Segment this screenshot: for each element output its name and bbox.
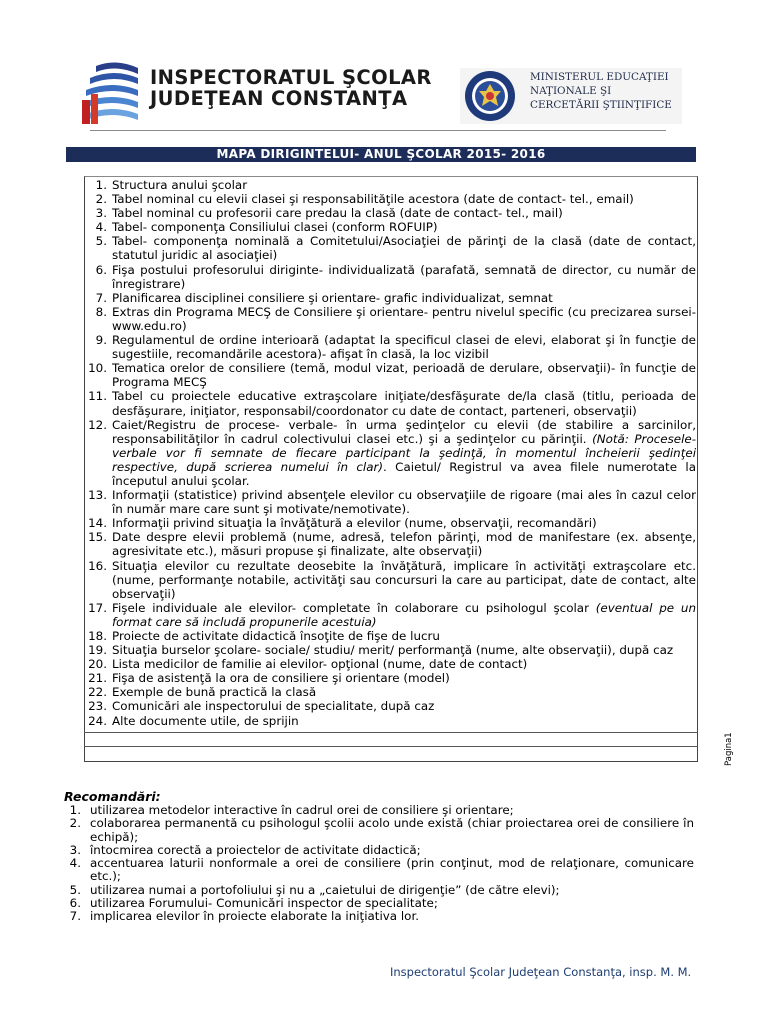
note-italic: (Notă: Procesele- verbale vor fi semnate de fiecare participant la şedinţă, în momentul încheierii şedinţei respective, după scrierea numelui în clar): [112, 431, 696, 474]
ministry-name-line1: MINISTERUL EDUCAŢIEI: [530, 71, 669, 83]
list-item: 2. Tabel nominal cu elevii clasei şi responsabilităţile acestora (date de contact- tel., email): [95, 192, 634, 207]
list-item: 19. Situaţia burselor şcolare- sociale/ studiu/ merit/ performanţă (nume, alte observaţii), după caz: [88, 643, 674, 658]
list-item: 15. Date despre elevii problemă (nume, adresă, telefon părinţi, mod de manifestare (ex. absenţe, agresivitate etc.), măsuri propuse şi finalizate, alte observaţii): [88, 530, 696, 559]
list-item: 14. Informaţii privind situaţia la învăţătură a elevilor (nume, observaţii, recomandări): [88, 516, 597, 531]
list-item: 1. Structura anului şcolar: [95, 178, 248, 192]
list-item: 12. Caiet/Registru de procese- verbale- în urma şedinţelor cu elevii (de stabilire a sarcinilor, responsabilităţilor în cadrul colectivului clasei etc.) şi a şedinţelor cu părinţii. (Notă: Procesele- verbale vor fi semnate de fiecare participant la şedinţă, în momentul încheierii şedinţei respective, după scrierea numelui în clar). Caietul/ Registrul va avea filele numerotate la începutul anului şcolar.: [88, 417, 696, 488]
header-divider: [90, 130, 666, 131]
institution-name-line2: JUDEŢEAN CONSTANŢA: [150, 87, 408, 110]
note-italic: (eventual pe un format care să includă propunerile acestuia): [112, 600, 696, 629]
list-item: 20. Lista medicilor de familie ai elevilor- opţional (nume, date de contact): [88, 657, 528, 672]
institution-name-line1: INSPECTORATUL ŞCOLAR: [150, 66, 432, 89]
list-item: 13. Informaţii (statistice) privind absenţele elevilor cu observaţiile de rigoare (mai ales în cazul celor în număr mare care sunt şi motivate/nemotivate).: [88, 488, 696, 517]
list-item: 16. Situaţia elevilor cu rezultate deosebite la învăţătură, implicare în activităţi extraşcolare etc. (nume, performanţe notabile, activităţi sau concursuri la care au participat, date de contact, alte observaţii): [88, 558, 696, 601]
table-row-divider: [84, 732, 698, 733]
ministry-name-line3: CERCETĂRII ŞTIINŢIFICE: [530, 99, 672, 111]
list-item: 7. Planificarea disciplinei consiliere şi orientare- grafic individualizat, semnat: [95, 290, 553, 305]
list-item: 6. Fişa postului profesorului diriginte- individualizată (parafată, semnată de director, cu număr de înregistrare): [95, 262, 696, 291]
list-item: 5. utilizarea numai a portofoliului şi nu a „caietului de dirigenţie” (de către elevi);: [69, 882, 560, 897]
list-item: 21. Fişa de asistenţă la ora de consiliere şi orientare (model): [88, 671, 450, 686]
list-item: 10. Tematica orelor de consiliere (temă, modul vizat, perioadă de derulare, observaţii)- în funcţie de Programa MECŞ: [88, 361, 696, 390]
recommendations-heading: Recomandări:: [64, 789, 161, 804]
recommendations-list: [64, 804, 694, 924]
list-item: 23. Comunicări ale inspectorului de specialitate, după caz: [88, 699, 435, 714]
list-item: 2. colaborarea permanentă cu psihologul şcolii acolo unde există (chiar proiectarea orei de consiliere în echipă);: [69, 816, 694, 844]
list-item: 24. Alte documente utile, de sprijin: [88, 713, 299, 728]
list-item: 18. Proiecte de activitate didactică însoţite de fişe de lucru: [88, 629, 440, 643]
table-row-divider: [84, 746, 698, 747]
list-item: 4. Tabel- componenţa Consiliului clasei (conform ROFUIP): [95, 220, 438, 235]
isj-logo-icon: [82, 60, 144, 128]
list-item: 1. utilizarea metodelor interactive în cadrul orei de consiliere şi orientare;: [69, 803, 514, 817]
list-item: 22. Exemple de bună practică la clasă: [88, 685, 317, 700]
list-item: 6. utilizarea Forumului- Comunicări inspector de specialitate;: [69, 896, 438, 911]
document-title: MAPA DIRIGINTELUI- ANUL ŞCOLAR 2015- 2016: [66, 147, 696, 162]
list-item: 17. Fişele individuale ale elevilor- completate în colaborare cu psihologul şcolar (eventual pe un format care să includă propunerile acestuia): [88, 600, 696, 629]
list-item: 8. Extras din Programa MECŞ de Consiliere şi orientare- pentru nivelul specific (cu precizarea sursei- www.edu.ro): [95, 304, 696, 333]
list-item: 5. Tabel- componenţa nominală a Comitetului/Asociaţiei de părinţi de la clasă (date de contact, statutul juridic al asociaţiei): [95, 234, 696, 263]
checklist: [84, 178, 698, 728]
footer: Inspectoratul Şcolar Judeţean Constanţa, insp. M. M.: [390, 965, 692, 979]
ministry-name-line2: NAŢIONALE ŞI: [530, 85, 612, 97]
guvernul-romaniei-seal-icon: [463, 69, 517, 123]
list-item: 11. Tabel cu proiectele educative extraşcolare iniţiate/desfăşurate de/la clasă (titlu, perioada de desfăşurare, iniţiator, responsabil/coordonator cu date de contact, parteneri, observaţii): [88, 389, 696, 418]
list-item: 9. Regulamentul de ordine interioară (adaptat la specificul clasei de elevi, elaborat şi în funcţie de sugestiile, recomandările acestora)- afişat în clasă, la loc vizibil: [95, 333, 696, 362]
page-number: Pagina1: [724, 732, 734, 766]
list-item: 7. implicarea elevilor în proiecte elaborate la iniţiativa lor.: [69, 909, 420, 924]
list-item: 3. întocmirea corectă a proiectelor de activitate didactică;: [69, 842, 421, 857]
list-item: 4. accentuarea laturii nonformale a orei de consiliere (prin conţinut, mod de relaţionare, comunicare etc.);: [69, 856, 694, 884]
list-item: 3. Tabel nominal cu profesorii care predau la clasă (date de contact- tel., mail): [95, 206, 563, 221]
